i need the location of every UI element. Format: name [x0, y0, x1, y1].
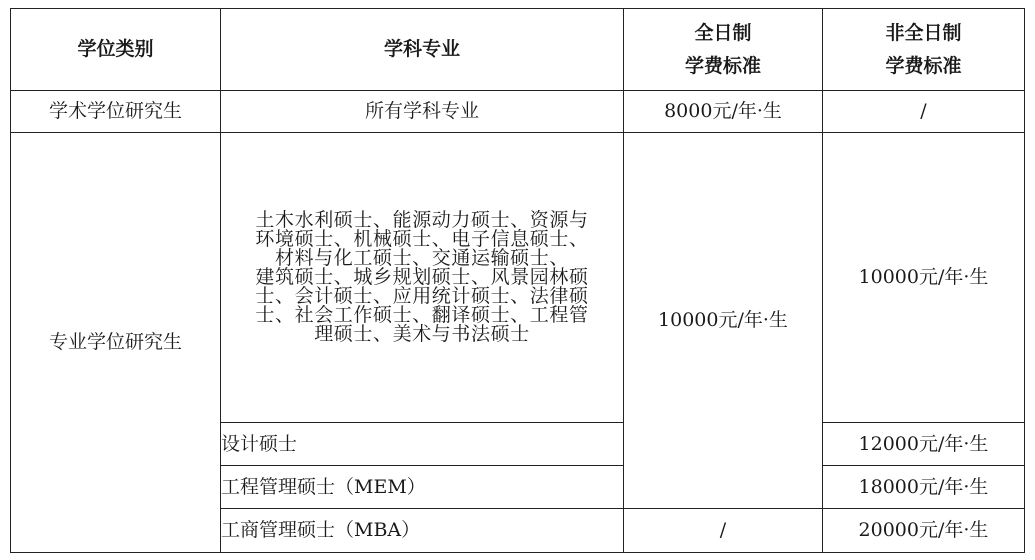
- major-line-3: 材料与化工硕士、交通运输硕士、: [274, 247, 569, 269]
- mba-fulltime-cell: /: [624, 509, 823, 553]
- header-parttime-line1: 非全日制: [885, 21, 962, 44]
- header-parttime-line2: 学费标准: [885, 54, 962, 77]
- header-row: [11, 9, 1025, 91]
- design-parttime-cell: 12000元/年·生: [823, 423, 1025, 466]
- professional-group-parttime-cell: 10000元/年·生: [823, 133, 1025, 423]
- header-degree-category: [11, 9, 221, 91]
- major-line-7: 理硕士、美术与书法硕士: [314, 323, 530, 345]
- major-line-2: 环境硕士、机械硕士、电子信息硕士、: [255, 228, 589, 250]
- header-fulltime-fee: [624, 9, 823, 91]
- header-major: [221, 9, 624, 91]
- academic-parttime-cell: /: [823, 91, 1025, 133]
- header-parttime-fee: [823, 9, 1025, 91]
- header-fulltime-line1: 全日制: [694, 21, 752, 44]
- design-major-cell: 设计硕士: [221, 423, 624, 466]
- major-line-5: 士、会计硕士、应用统计硕士、法律硕: [255, 285, 589, 307]
- table-row-academic: [11, 91, 1025, 133]
- professional-category-cell: 专业学位研究生: [11, 133, 221, 553]
- mba-major-cell: 工商管理硕士（MBA）: [221, 509, 624, 553]
- professional-fulltime-shared-cell: 10000元/年·生: [624, 133, 823, 509]
- header-major-text: 学科专业: [383, 38, 460, 60]
- header-degree-category-text: 学位类别: [77, 38, 154, 60]
- professional-group-major-cell: [221, 133, 624, 423]
- tuition-fee-table: [10, 8, 1025, 553]
- mem-parttime-cell: 18000元/年·生: [823, 466, 1025, 509]
- table-row-professional-group: [11, 133, 1025, 423]
- major-line-6: 士、社会工作硕士、翻译硕士、工程管: [255, 304, 589, 326]
- mem-major-cell: 工程管理硕士（MEM）: [221, 466, 624, 509]
- header-fulltime-line2: 学费标准: [684, 54, 761, 77]
- mba-parttime-cell: 20000元/年·生: [823, 509, 1025, 553]
- major-line-4: 建筑硕士、城乡规划硕士、风景园林硕: [255, 266, 589, 288]
- academic-major-cell: 所有学科专业: [221, 91, 624, 133]
- major-line-1: 土木水利硕士、能源动力硕士、资源与: [255, 209, 589, 231]
- academic-category-cell: 学术学位研究生: [11, 91, 221, 133]
- academic-fulltime-cell: 8000元/年·生: [624, 91, 823, 133]
